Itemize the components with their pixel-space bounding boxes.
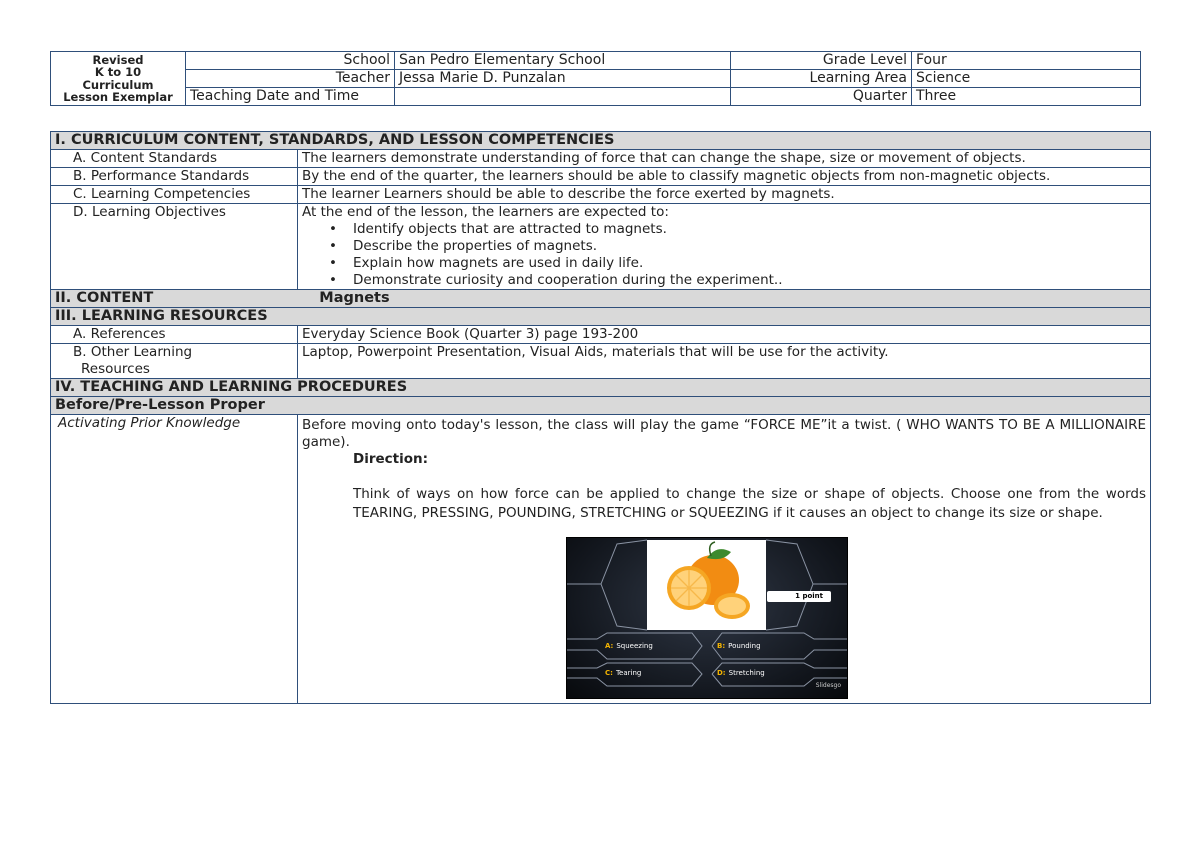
performance-standards-text: By the end of the quarter, the learners should be able to classify magnetic objects from non-magnetic objects. — [298, 168, 1151, 186]
quarter-value: Three — [912, 88, 1141, 106]
list-item: • Demonstrate curiosity and cooperation during the experiment.. — [353, 272, 1146, 289]
header-table — [50, 51, 1141, 106]
option-b[interactable]: B: Pounding — [717, 642, 761, 650]
date-value — [395, 88, 731, 106]
slidesgo-logo: Slidesgo — [815, 682, 841, 689]
quarter-label: Quarter — [731, 88, 912, 106]
area-label: Learning Area — [731, 70, 912, 88]
teacher-value: Jessa Marie D. Punzalan — [395, 70, 731, 88]
teacher-label: Teacher — [186, 70, 395, 88]
points-badge: 1 point — [767, 591, 831, 602]
exemplar-line-1: Revised — [92, 52, 144, 67]
objectives-label: D. Learning Objectives — [51, 204, 298, 290]
section-4-title: IV. TEACHING AND LEARNING PROCEDURES — [51, 379, 1151, 397]
section-1-title: I. CURRICULUM CONTENT, STANDARDS, AND LESSON COMPETENCIES — [51, 132, 1151, 150]
exemplar-line-4: Lesson Exemplar — [63, 90, 173, 104]
prior-intro: Before moving onto today's lesson, the class will play the game “FORCE ME”it a twist. ( WHO WANTS TO BE A MILLIONAIRE game). — [302, 417, 1146, 450]
option-a[interactable]: A: Squeezing — [605, 642, 653, 650]
orange-icon — [647, 540, 766, 630]
pre-lesson-title: Before/Pre-Lesson Proper — [51, 397, 1151, 415]
lesson-table — [50, 131, 1151, 704]
references-label: A. References — [51, 326, 298, 344]
direction-text: Think of ways on how force can be applied to change the size or shape of objects. Choose one from the words TEARING, PRESSING, POUNDING, STRETCHING or SQUEEZING if it causes an object to change its size or shape. — [353, 486, 1146, 521]
list-item: • Describe the properties of magnets. — [353, 238, 1146, 255]
objectives-list — [302, 221, 1146, 289]
performance-standards-label: B. Performance Standards — [51, 168, 298, 186]
prior-knowledge-cell — [298, 415, 1151, 704]
references-text: Everyday Science Book (Quarter 3) page 193-200 — [298, 326, 1151, 344]
section-2-title: II. CONTENT — [55, 290, 154, 306]
objectives-cell — [298, 204, 1151, 290]
objectives-intro: At the end of the lesson, the learners are expected to: — [302, 204, 669, 220]
date-label: Teaching Date and Time — [186, 88, 395, 106]
exemplar-line-2: K to 10 — [94, 65, 142, 79]
section-3-title: III. LEARNING RESOURCES — [51, 308, 1151, 326]
grade-label: Grade Level — [731, 52, 912, 70]
other-resources-text: Laptop, Powerpoint Presentation, Visual Aids, materials that will be use for the activity. — [298, 344, 1151, 379]
prior-knowledge-label: Activating Prior Knowledge — [51, 415, 298, 704]
other-resources-label: B. Other Learning Resources — [51, 344, 298, 379]
grade-value: Four — [912, 52, 1141, 70]
option-d[interactable]: D: Stretching — [717, 669, 765, 677]
game-slide-image — [566, 537, 848, 699]
direction-label: Direction: — [353, 451, 429, 467]
orange-photo — [647, 540, 766, 630]
exemplar-title — [51, 52, 186, 106]
list-item: • Explain how magnets are used in daily life. — [353, 255, 1146, 272]
exemplar-line-3: Curriculum — [82, 77, 154, 92]
list-item: • Identify objects that are attracted to magnets. — [353, 221, 1146, 238]
content-standards-label: A. Content Standards — [51, 150, 298, 168]
section-2-row — [51, 290, 1151, 308]
school-value: San Pedro Elementary School — [395, 52, 731, 70]
option-c[interactable]: C: Tearing — [605, 669, 642, 677]
content-standards-text: The learners demonstrate understanding of force that can change the shape, size or movement of objects. — [298, 150, 1151, 168]
competencies-text: The learner Learners should be able to describe the force exerted by magnets. — [298, 186, 1151, 204]
content-topic: Magnets — [319, 290, 390, 306]
area-value: Science — [912, 70, 1141, 88]
school-label: School — [186, 52, 395, 70]
competencies-label: C. Learning Competencies — [51, 186, 298, 204]
